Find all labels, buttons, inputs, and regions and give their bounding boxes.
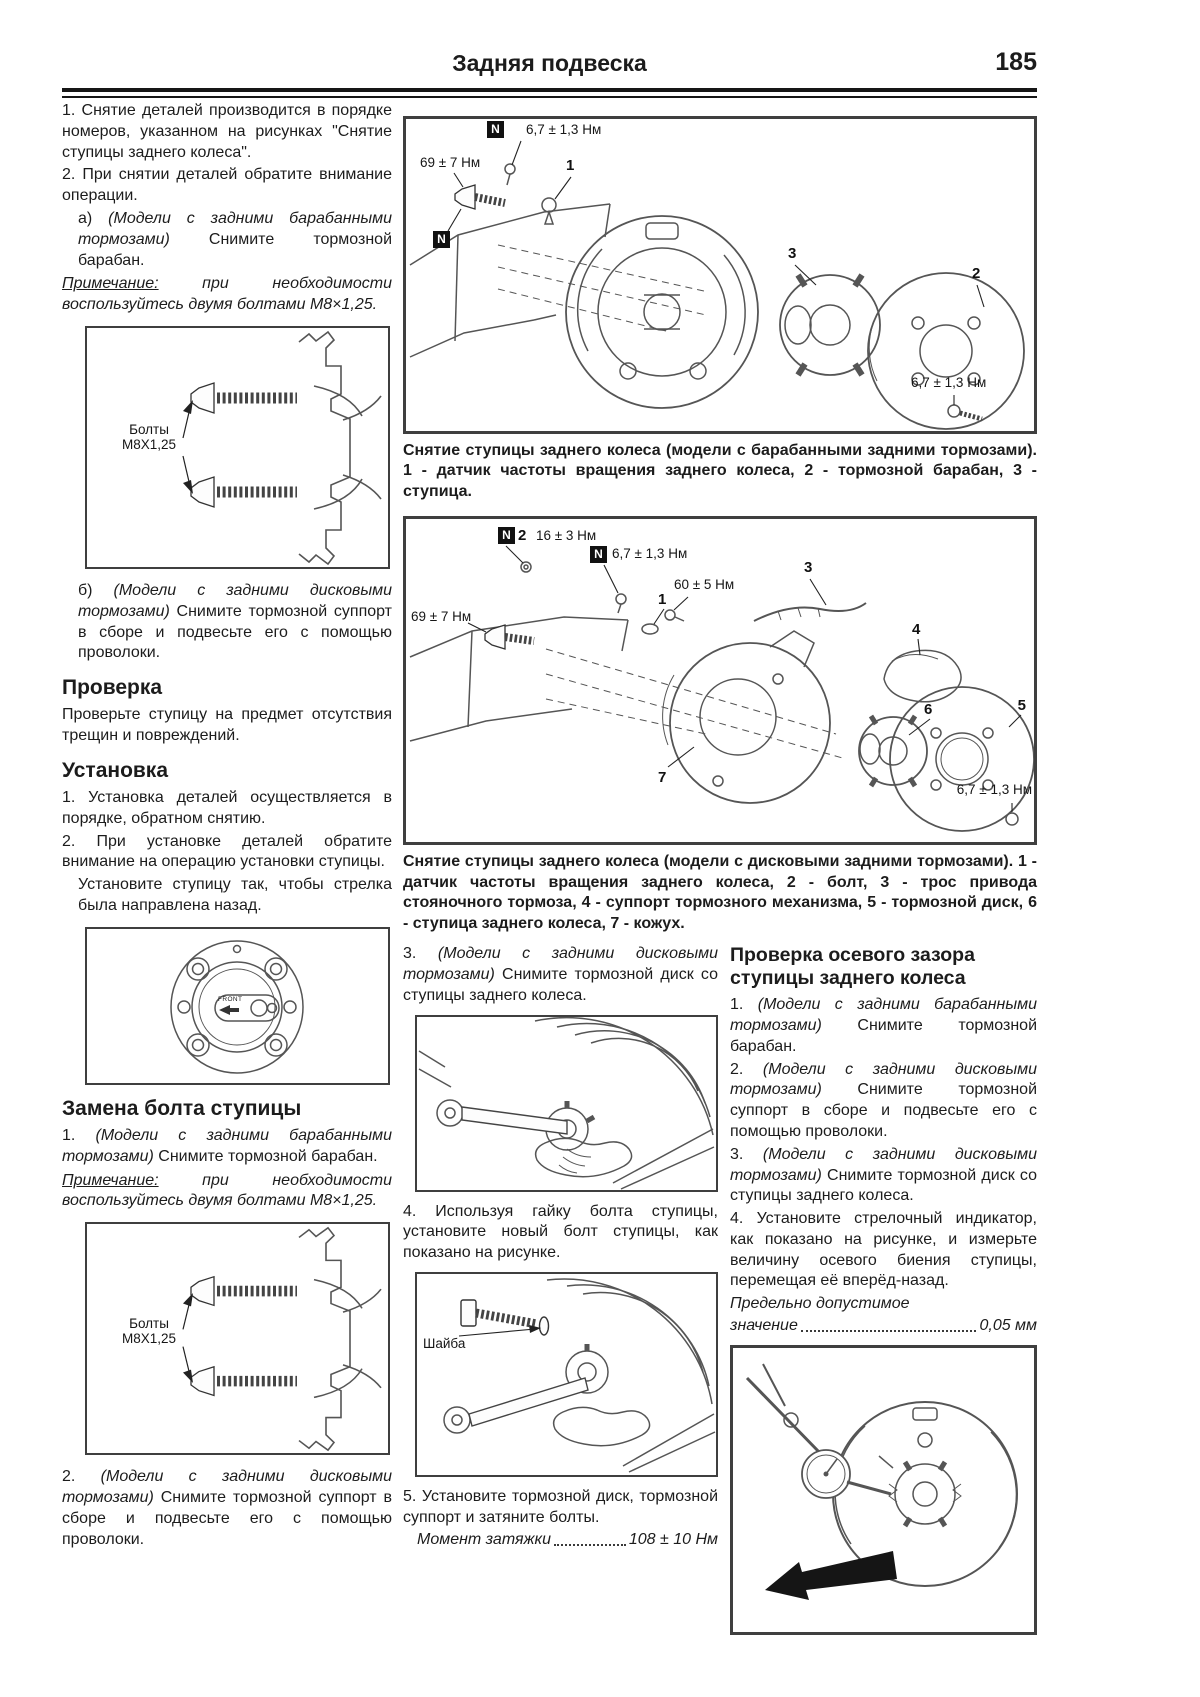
part-number: 3 (804, 559, 813, 577)
new-part-icon: N (498, 527, 515, 544)
part-qty: 2 (518, 527, 527, 545)
step-paragraph: 3. (Модели с задними дисковыми тормозами) Снимите тормозной диск со ступицы заднего колеса. (730, 1145, 1038, 1205)
torque-label: 6,7 ± 1,3 Нм (612, 546, 688, 562)
step-paragraph: а) (Модели с задними барабанными тормозами) Снимите тормозной барабан. (78, 209, 393, 269)
new-part-icon: N (487, 121, 504, 138)
figure-hub-bolts-2 (85, 1222, 390, 1455)
figure-hub-front (85, 927, 390, 1085)
dial-indicator-drawing (733, 1348, 1034, 1632)
part-number: 4 (912, 621, 921, 639)
page-header (62, 50, 1037, 86)
part-number: 7 (658, 769, 667, 787)
step-paragraph: б) (Модели с задними дисковыми тормозами) Снимите тормозной суппорт в сборе и подвесьте его с помощью проволоки. (78, 581, 393, 662)
step-paragraph: 1. (Модели с задними барабанными тормозами) Снимите тормозной барабан. (62, 1126, 392, 1165)
part-number: 1 (658, 591, 667, 609)
new-part-icon: N (590, 546, 607, 563)
note-paragraph: Примечание: при необходимости воспользуйтесь двумя болтами М8×1,25. (62, 1171, 392, 1210)
part-number: 6 (924, 701, 933, 719)
header-rule (62, 88, 1037, 98)
figure-disc-exploded (403, 516, 1037, 845)
limit-spec-label: Предельно допустимое (730, 1295, 910, 1313)
left-column (62, 101, 392, 1552)
bolts-label: Болты М8Х1,25 (121, 421, 177, 452)
torque-label: 16 ± 3 Нм (536, 528, 597, 544)
section-heading-check: Проверка (62, 676, 163, 700)
step-paragraph: 3. (Модели с задними дисковыми тормозами) Снимите тормозной диск со ступицы заднего колеса. (403, 945, 719, 1004)
step-paragraph: 5. Установите тормозной диск, тормозной суппорт и затяните болты. (403, 1488, 718, 1526)
part-number: 5 (1017, 697, 1026, 715)
step-paragraph: 2. При установке деталей обратите внимание на операцию установки ступицы. (62, 832, 392, 871)
washer-label: Шайба (423, 1336, 466, 1352)
disc-removal-drawing (417, 1017, 716, 1190)
torque-label: 69 ± 7 Нм (420, 155, 481, 170)
section-heading-bolt: Замена болта ступицы (62, 1096, 302, 1120)
step-paragraph: Установите ступицу так, чтобы стрелка была направлена назад. (78, 876, 392, 915)
right-area (403, 108, 1037, 1635)
torque-label: 6,7 ± 1,3 Нм (526, 122, 602, 137)
figure-caption: Снятие ступицы заднего колеса (модели с барабанными задними тормозами). 1 - датчик частоты вращения заднего колеса, 2 - тормозной барабан, 3 - ступица. (403, 442, 1037, 500)
disc-exploded-drawing (406, 519, 1034, 842)
step-paragraph: Проверьте ступицу на предмет отсутствия трещин и повреждений. (62, 706, 392, 745)
direction-arrow-icon (765, 1551, 897, 1600)
right-column (730, 944, 1037, 1635)
step-paragraph: 1. Снятие деталей производится в порядке номеров, указанном на рисунках "Снятие ступицы заднего колеса". (62, 102, 392, 161)
section-heading-install: Установка (62, 758, 168, 782)
step-paragraph: 2. При снятии деталей обратите внимание операции. (62, 166, 392, 205)
limit-spec-line: значение 0,05 мм (730, 1317, 1037, 1335)
torque-label: 6,7 ± 1,3 Нм (911, 375, 987, 390)
torque-spec-line: Момент затяжки 108 ± 10 Нм (417, 1530, 718, 1548)
new-part-icon: N (433, 231, 450, 248)
section-heading-endplay: Проверка осевого зазора ступицы заднего колеса (730, 944, 975, 989)
note-paragraph: Примечание: при необходимости воспользуйтесь двумя болтами М8×1,25. (62, 275, 392, 314)
page-number: 185 (995, 48, 1037, 76)
part-number: 2 (972, 265, 981, 282)
part-number: 1 (566, 157, 575, 174)
figure-bolt-install (415, 1272, 718, 1477)
hub-front-drawing (87, 929, 388, 1083)
step-paragraph: 2. (Модели с задними дисковыми тормозами) Снимите тормозной суппорт в сборе и подвесьте его с помощью проволоки. (62, 1468, 393, 1548)
figure-hub-bolts-1 (85, 326, 390, 569)
figure-caption: Снятие ступицы заднего колеса (модели с дисковыми задними тормозами). 1 - датчик частоты вращения заднего колеса, 2 - болт, 3 - трос привода стояночного тормоза, 4 - суппорт тормозного механизма, 5 - тормозной диск, 6 - ступица заднего колеса, 7 - кожух. (403, 853, 1037, 932)
dotted-leader (554, 1544, 626, 1546)
page-title: Задняя подвеска (452, 50, 647, 76)
front-arrow-icon (219, 1005, 239, 1015)
part-number: 3 (788, 245, 797, 262)
figure-drum-exploded (403, 116, 1037, 434)
step-paragraph: 1. Установка деталей осуществляется в порядке, обратном снятию. (62, 789, 392, 827)
step-paragraph: 2. (Модели с задними дисковыми тормозами) Снимите тормозной суппорт в сборе и подвесьте его с помощью проволоки. (730, 1060, 1038, 1140)
bolt-install-drawing (417, 1274, 716, 1475)
figure-disc-removal (415, 1015, 718, 1192)
dotted-leader (801, 1330, 977, 1332)
bottom-columns (403, 944, 1037, 1635)
torque-label: 60 ± 5 Нм (674, 577, 735, 593)
bolts-label: Болты М8Х1,25 (121, 1316, 177, 1347)
torque-label: 6,7 ± 1,3 Нм (956, 782, 1032, 798)
step-paragraph: 4. Установите стрелочный индикатор, как показано на рисунке, и измерьте величину осевого биения ступицы, перемещая её вперёд-назад. (730, 1210, 1037, 1290)
torque-label: 69 ± 7 Нм (411, 609, 472, 625)
step-paragraph: 4. Используя гайку болта ступицы, установите новый болт ступицы, как показано на рисунке. (403, 1202, 718, 1262)
step-paragraph: 1. (Модели с задними барабанными тормозами) Снимите тормозной барабан. (730, 996, 1037, 1055)
middle-column (403, 944, 718, 1635)
figure-dial-indicator (730, 1345, 1037, 1635)
front-label: FRONT (218, 995, 243, 1003)
